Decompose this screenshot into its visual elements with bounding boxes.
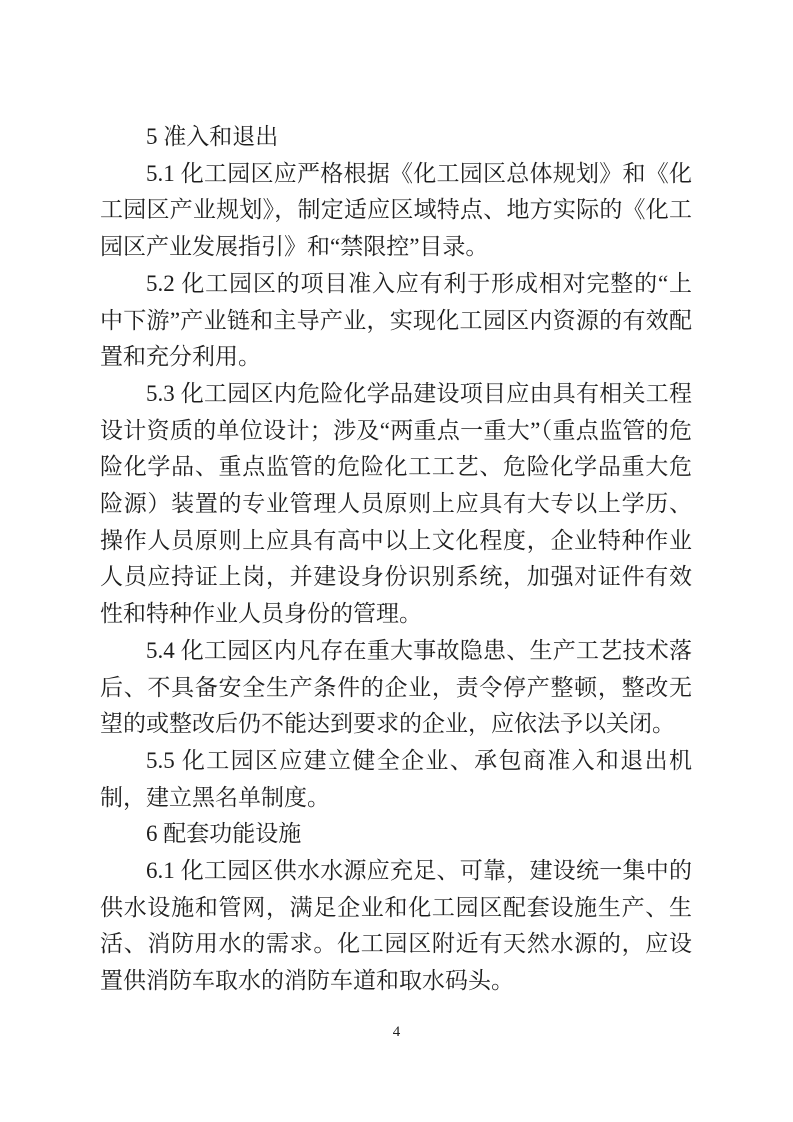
paragraph-5-4: 5.4 化工园区内凡存在重大事故隐患、生产工艺技术落后、不具备安全生产条件的企业，责令停产整顿，整改无望的或整改后仍不能达到要求的企业，应依法予以关闭。 [100,637,692,737]
paragraph-5-3: 5.3 化工园区内危险化学品建设项目应由具有相关工程设计资质的单位设计；涉及“两重点一重大”（重点监管的危险化学品、重点监管的危险化工工艺、危险化学品重大危险源）装置的专业管理人员原则上应具有大专以上学历、操作人员原则上应具有高中以上文化程度，企业特种作业人员应持证上岗，并建设身份识别系统，加强对证件有效性和特种作业人员身份的管理。 [100,380,692,627]
section-5-heading: 5 准入和退出 [146,124,279,149]
page-number: 4 [392,1024,401,1040]
paragraph-5-1: 5.1 化工园区应严格根据《化工园区总体规划》和《化工园区产业规划》，制定适应区域特点、地方实际的《化工园区产业发展指引》和“禁限控”目录。 [100,160,692,260]
section-6-heading: 6 配套功能设施 [146,821,302,847]
document-text-block [100,119,692,1000]
paragraph-6-1: 6.1 化工园区供水水源应充足、可靠，建设统一集中的供水设施和管网，满足企业和化工园区配套设施生产、生活、消防用水的需求。化工园区附近有天然水源的，应设置供消防车取水的消防车道和取水码头。 [100,858,692,994]
paragraph-5-2: 5.2 化工园区的项目准入应有利于形成相对完整的“上中下游”产业链和主导产业，实现化工园区内资源的有效配置和充分利用。 [100,270,692,370]
paragraph-5-5: 5.5 化工园区应建立健全企业、承包商准入和退出机制，建立黑名单制度。 [100,747,692,810]
